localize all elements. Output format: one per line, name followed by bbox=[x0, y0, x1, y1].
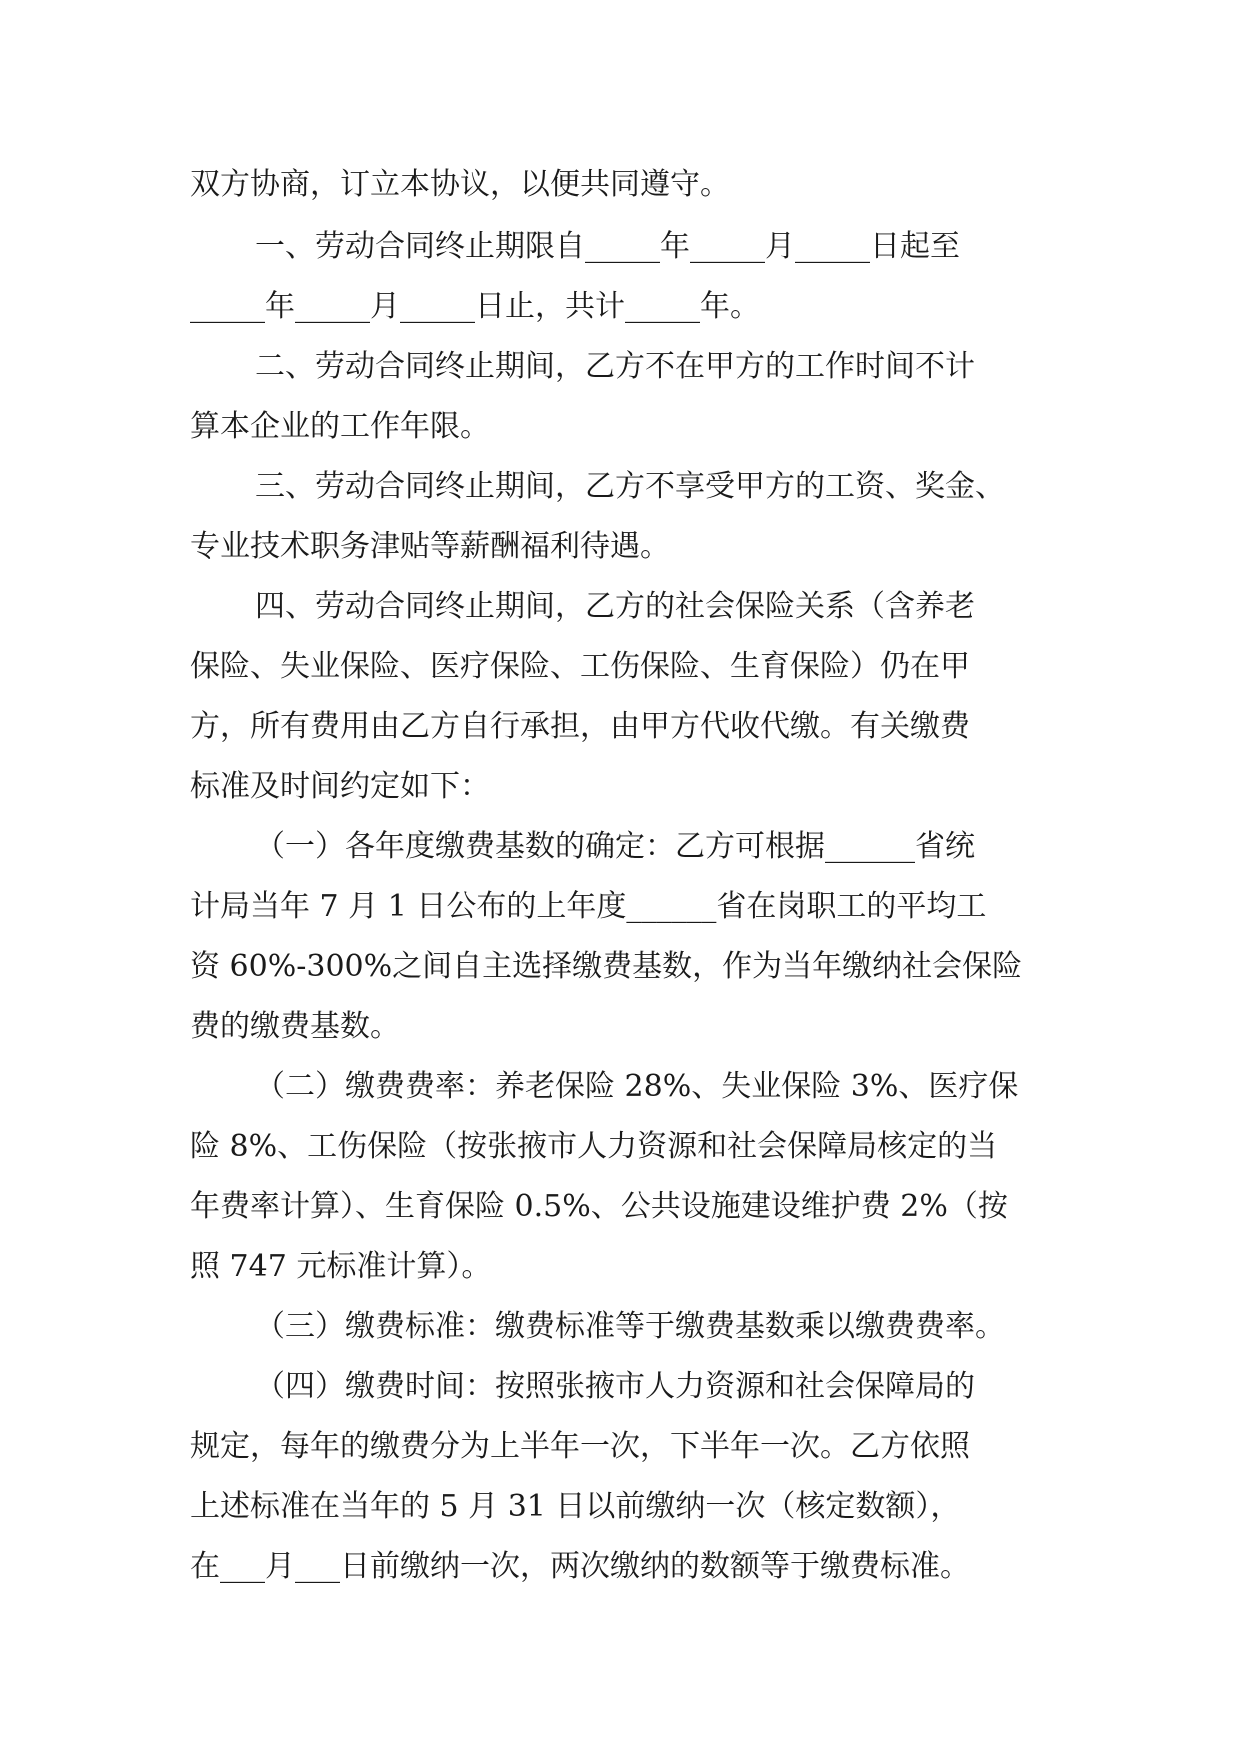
text-line: 三、劳动合同终止期间，乙方不享受甲方的工资、奖金、 bbox=[255, 469, 1005, 504]
text-line: 双方协商，订立本协议，以便共同遵守。 bbox=[190, 167, 730, 202]
text-line: （三）缴费标准：缴费标准等于缴费基数乘以缴费费率。 bbox=[255, 1309, 1005, 1344]
text-line: 在___月___日前缴纳一次，两次缴纳的数额等于缴费标准。 bbox=[190, 1549, 970, 1584]
text-line: 计局当年 7 月 1 日公布的上年度______省在岗职工的平均工 bbox=[190, 889, 987, 924]
text-line: 方，所有费用由乙方自行承担，由甲方代收代缴。有关缴费 bbox=[190, 709, 970, 744]
text-line: 上述标准在当年的 5 月 31 日以前缴纳一次（核定数额）， bbox=[190, 1489, 961, 1524]
text-line: 保险、失业保险、医疗保险、工伤保险、生育保险）仍在甲 bbox=[190, 649, 970, 684]
text-line: （二）缴费费率：养老保险 28%、失业保险 3%、医疗保 bbox=[255, 1069, 1019, 1104]
text-line: 规定，每年的缴费分为上半年一次，下半年一次。乙方依照 bbox=[190, 1429, 970, 1464]
text-line: _____年_____月_____日止，共计_____年。 bbox=[190, 289, 760, 324]
text-line: 一、劳动合同终止期限自_____年_____月_____日起至 bbox=[255, 229, 960, 264]
text-line: （四）缴费时间：按照张掖市人力资源和社会保障局的 bbox=[255, 1369, 975, 1404]
text-line: 险 8%、工伤保险（按张掖市人力资源和社会保障局核定的当 bbox=[190, 1129, 998, 1164]
text-line: 专业技术职务津贴等薪酬福利待遇。 bbox=[190, 529, 670, 564]
text-line: 年费率计算）、生育保险 0.5%、公共设施建设维护费 2%（按 bbox=[190, 1189, 1008, 1224]
text-line: 四、劳动合同终止期间，乙方的社会保险关系（含养老 bbox=[255, 589, 975, 624]
text-line: 照 747 元标准计算）。 bbox=[190, 1249, 492, 1284]
text-line: 费的缴费基数。 bbox=[190, 1009, 400, 1044]
text-line: 资 60%-300%之间自主选择缴费基数，作为当年缴纳社会保险 bbox=[190, 949, 1023, 984]
text-line: 算本企业的工作年限。 bbox=[190, 409, 490, 444]
text-line: 标准及时间约定如下： bbox=[190, 769, 490, 804]
text-line: 二、劳动合同终止期间，乙方不在甲方的工作时间不计 bbox=[255, 349, 975, 384]
text-line: （一）各年度缴费基数的确定：乙方可根据______省统 bbox=[255, 829, 975, 864]
